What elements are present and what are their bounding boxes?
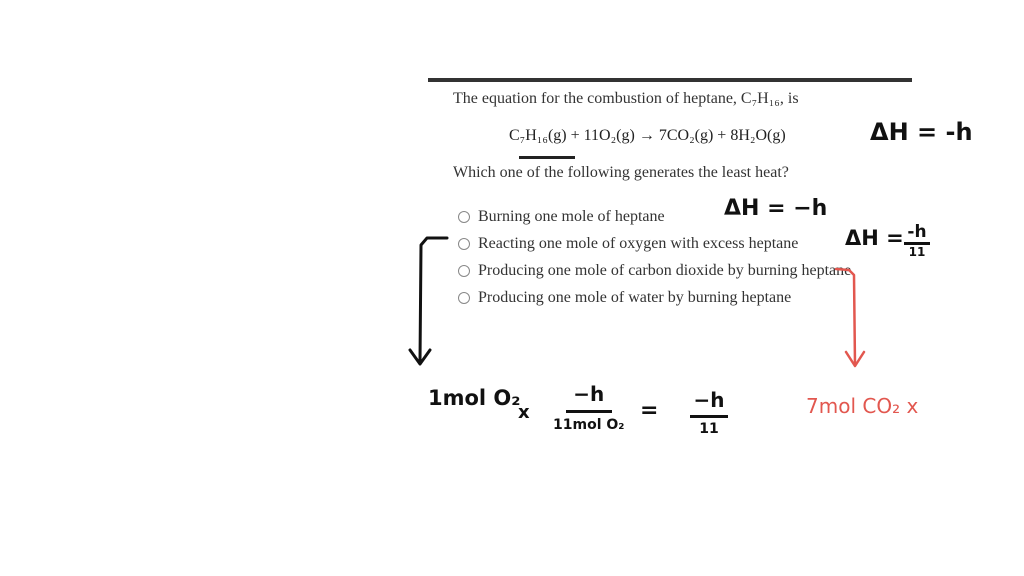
calc-equals: = bbox=[640, 398, 659, 423]
red-calc: 7mol CO₂ x bbox=[806, 394, 919, 418]
fraction-denominator: 11 bbox=[908, 245, 926, 259]
radio-icon[interactable] bbox=[458, 265, 470, 277]
handwritten-underline bbox=[519, 156, 575, 159]
fraction-denominator: 11mol O₂ bbox=[553, 417, 625, 433]
question-prompt: Which one of the following generates the least heat? bbox=[453, 164, 789, 181]
annotation-dh-choice1: ΔH = −h bbox=[724, 196, 828, 221]
fraction-numerator: −h bbox=[693, 388, 725, 412]
choice-3[interactable] bbox=[458, 257, 851, 284]
choice-2[interactable] bbox=[458, 230, 851, 257]
annotation-dh-choice2-fraction bbox=[904, 222, 930, 259]
radio-icon[interactable] bbox=[458, 238, 470, 250]
calc-result-fraction bbox=[690, 388, 728, 437]
black-arrow bbox=[410, 238, 447, 364]
combustion-equation: C₇H₁₆(g) + 11O₂(g) → 7CO₂(g) + 8H₂O(g) bbox=[509, 127, 786, 144]
choice-label: Reacting one mole of oxygen with excess heptane bbox=[478, 234, 799, 252]
choice-4[interactable] bbox=[458, 284, 851, 311]
choice-label: Producing one mole of water by burning heptane bbox=[478, 288, 792, 306]
radio-icon[interactable] bbox=[458, 292, 470, 304]
calc-fraction bbox=[553, 382, 624, 433]
choice-label: Burning one mole of heptane bbox=[478, 207, 665, 225]
calc-left: 1mol O₂ bbox=[428, 386, 521, 410]
fraction-numerator: -h bbox=[907, 222, 927, 242]
question-top-rule bbox=[428, 78, 912, 82]
calc-times: x bbox=[518, 402, 530, 423]
question-intro: The equation for the combustion of heptane, C₇H₁₆, is bbox=[453, 90, 799, 107]
fraction-bar bbox=[690, 415, 728, 418]
fraction-bar bbox=[566, 410, 612, 413]
annotation-dh-equation: ΔH = -h bbox=[870, 118, 973, 146]
fraction-numerator: −h bbox=[573, 382, 605, 406]
radio-icon[interactable] bbox=[458, 211, 470, 223]
choice-label: Producing one mole of carbon dioxide by burning heptane bbox=[478, 261, 852, 279]
annotation-dh-choice2: ΔH = bbox=[845, 226, 904, 250]
fraction-denominator: 11 bbox=[699, 421, 719, 437]
